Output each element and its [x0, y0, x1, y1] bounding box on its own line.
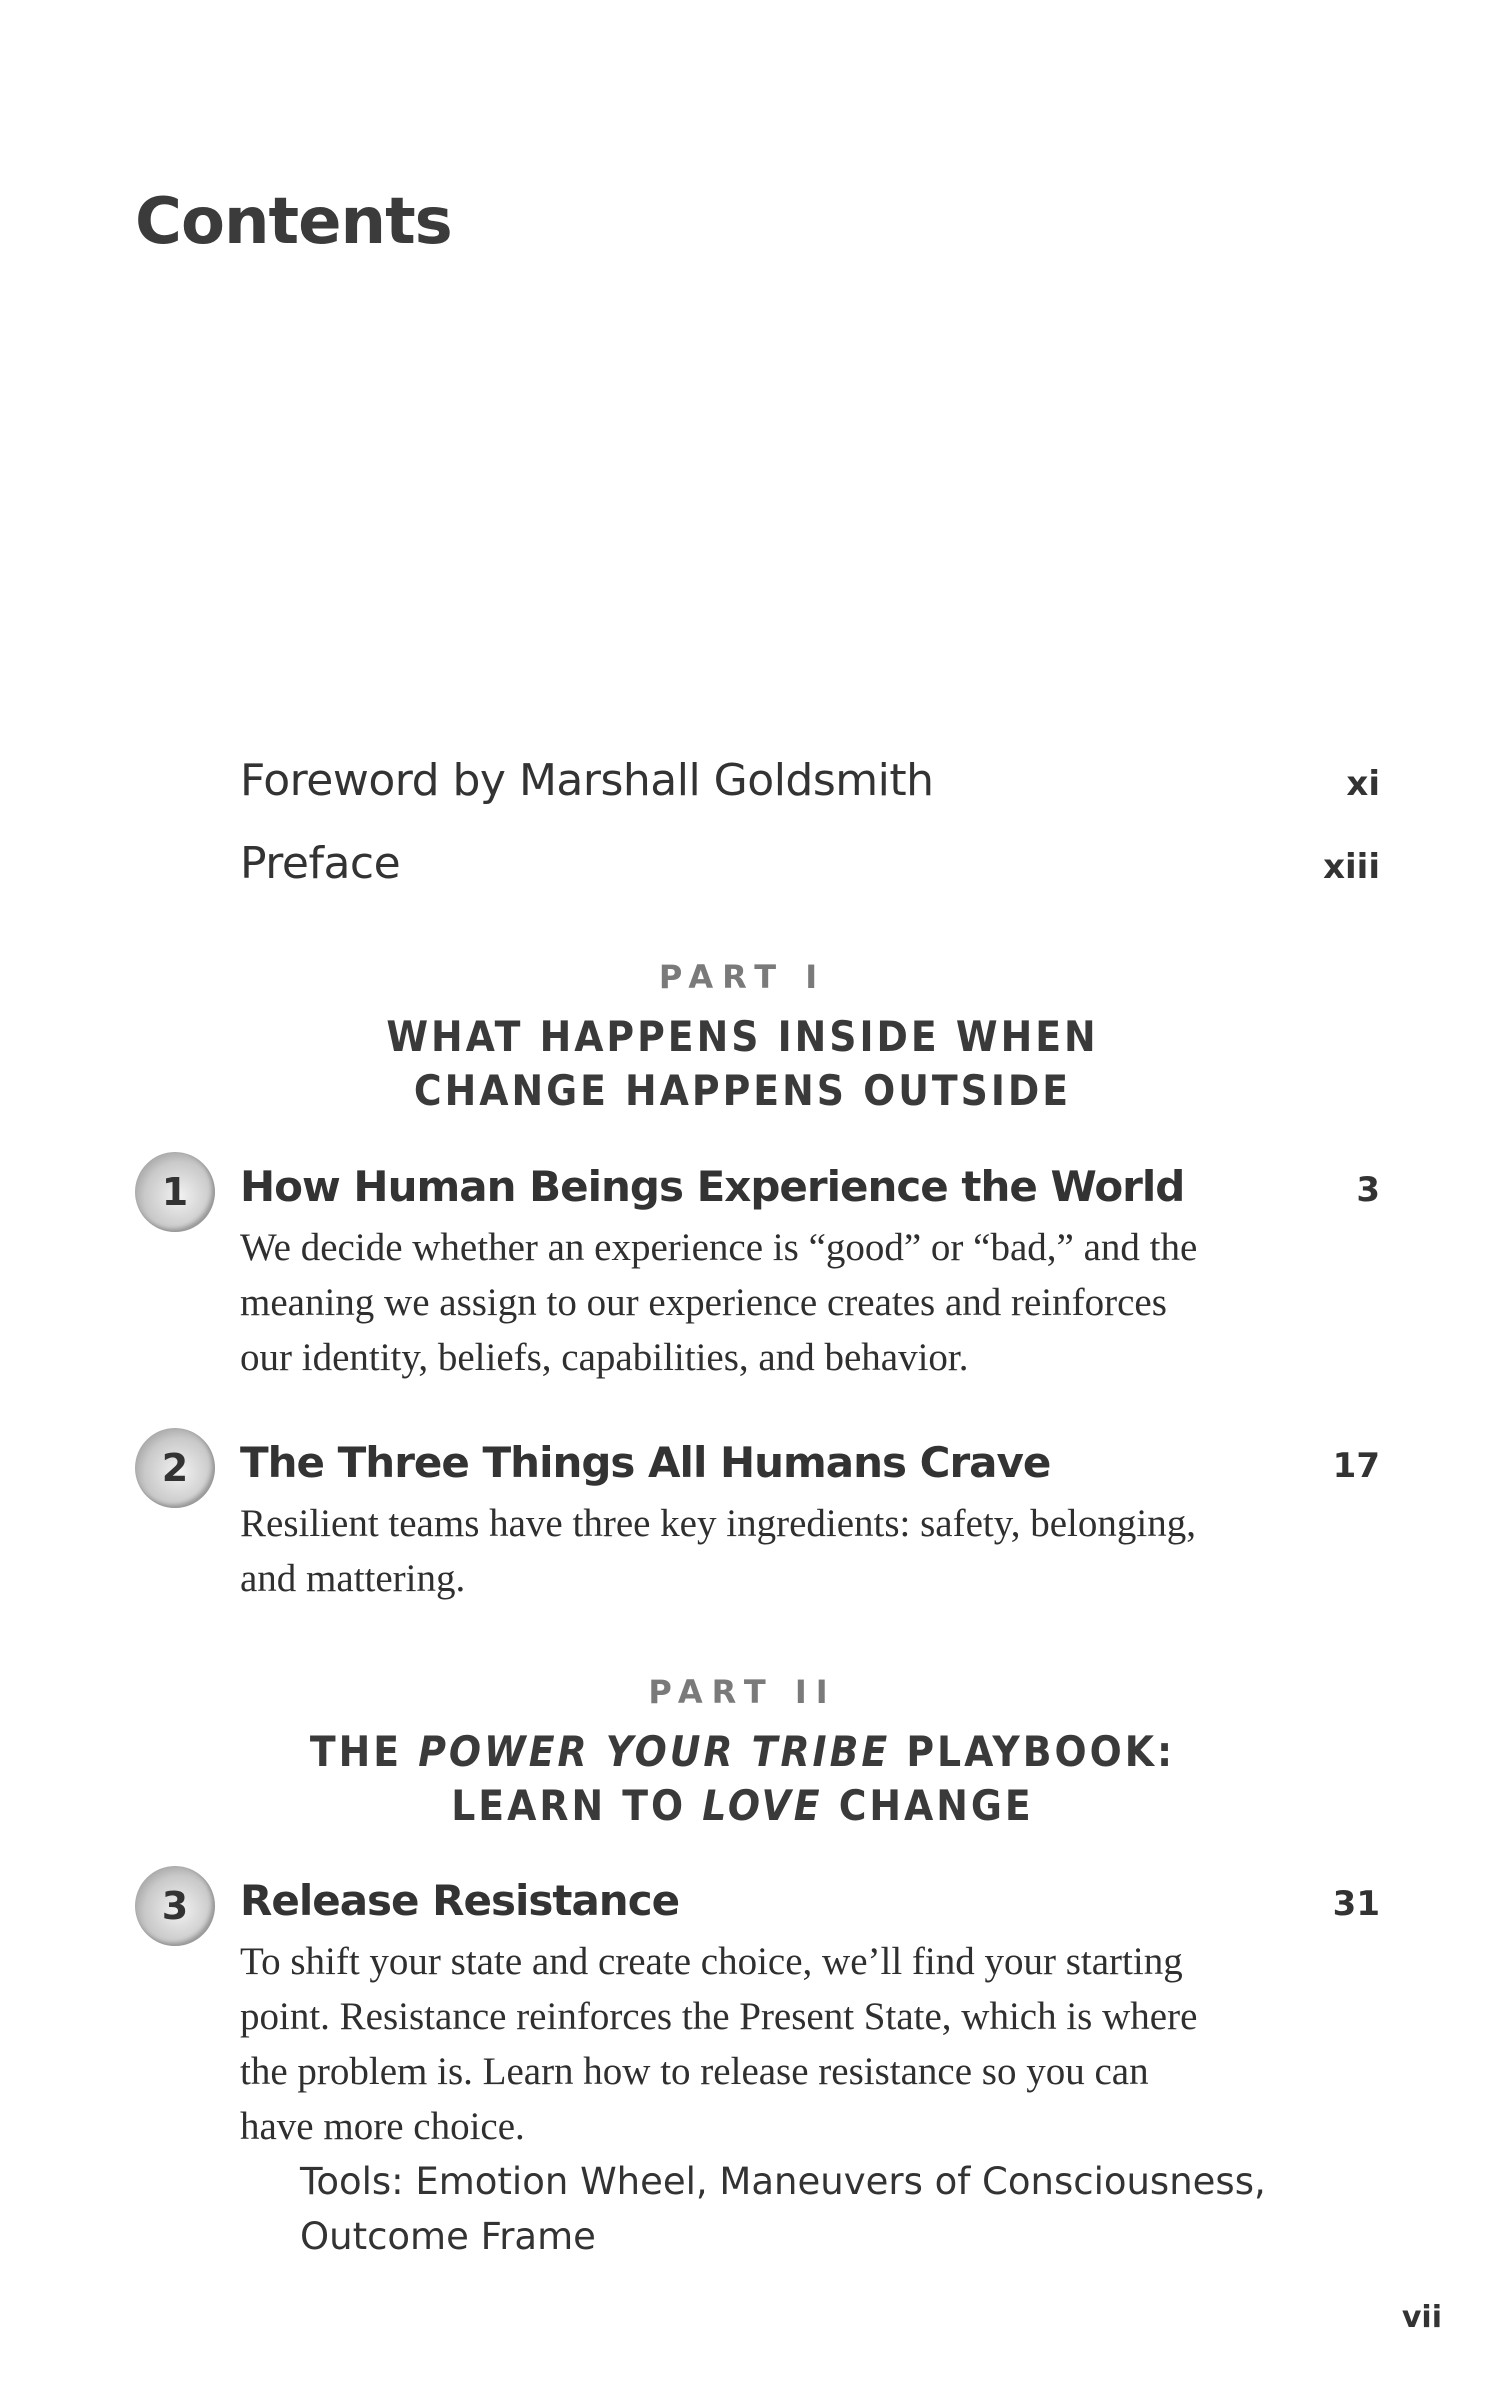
part-heading-2: [240, 1673, 1245, 1833]
description-line: meaning we assign to our experience creates and reinforces: [240, 1281, 1167, 1324]
description-line: our identity, beliefs, capabilities, and behavior.: [240, 1336, 969, 1379]
chapter-tools: [300, 2154, 1300, 2264]
part-label: PART I: [658, 958, 827, 996]
description-line: We decide whether an experience is “good” or “bad,” and the: [240, 1226, 1198, 1269]
toc-page-number: xiii: [1323, 847, 1380, 887]
toc-entry-label: Foreword by Marshall Goldsmith: [240, 755, 934, 806]
description-line: Resilient teams have three key ingredients: safety, belonging,: [240, 1502, 1196, 1545]
chapter-heading: [240, 1162, 1380, 1211]
part-label: PART II: [648, 1673, 837, 1711]
toc-chapter-1[interactable]: [135, 1152, 1380, 1402]
chapter-heading: [240, 1438, 1380, 1487]
chapter-title: The Three Things All Humans Crave: [240, 1438, 1051, 1487]
toc-entry-foreword[interactable]: [240, 755, 1380, 806]
description-line: the problem is. Learn how to release resistance so you can: [240, 2050, 1149, 2093]
part-title-line: LEARN TO LOVE CHANGE: [451, 1781, 1034, 1830]
chapter-number-badge: 1: [135, 1152, 215, 1232]
description-line: and mattering.: [240, 1557, 466, 1600]
chapter-description: [240, 1220, 1220, 1385]
chapter-title: How Human Beings Experience the World: [240, 1162, 1185, 1211]
part-title-line: THE POWER YOUR TRIBE PLAYBOOK:: [309, 1727, 1176, 1776]
part-title-line: WHAT HAPPENS INSIDE WHEN: [386, 1012, 1099, 1061]
part-heading-1: [240, 958, 1245, 1118]
toc-entry-label: Preface: [240, 838, 401, 889]
chapter-page-number: 17: [1332, 1446, 1380, 1486]
chapter-number-badge: 3: [135, 1866, 215, 1946]
tools-line: Tools: Emotion Wheel, Maneuvers of Consciousness,: [300, 2160, 1266, 2203]
chapter-number-badge: 2: [135, 1428, 215, 1508]
chapter-description: [240, 1496, 1220, 1606]
tools-line: Outcome Frame: [300, 2215, 596, 2258]
chapter-page-number: 31: [1332, 1884, 1380, 1924]
chapter-heading: [240, 1876, 1380, 1925]
description-line: To shift your state and create choice, we’ll find your starting: [240, 1940, 1183, 1983]
toc-chapter-2[interactable]: [135, 1428, 1380, 1628]
page-title: Contents: [135, 185, 452, 259]
toc-chapter-3[interactable]: [135, 1866, 1380, 2286]
description-line: point. Resistance reinforces the Present State, which is where: [240, 1995, 1198, 2038]
toc-entry-preface[interactable]: [240, 838, 1380, 889]
chapter-page-number: 3: [1356, 1170, 1380, 1210]
chapter-title: Release Resistance: [240, 1876, 680, 1925]
description-line: have more choice.: [240, 2105, 525, 2148]
toc-page-number: xi: [1346, 764, 1380, 804]
part-title-line: CHANGE HAPPENS OUTSIDE: [413, 1066, 1072, 1115]
chapter-description: [240, 1934, 1220, 2154]
page-folio: vii: [1401, 2300, 1442, 2335]
